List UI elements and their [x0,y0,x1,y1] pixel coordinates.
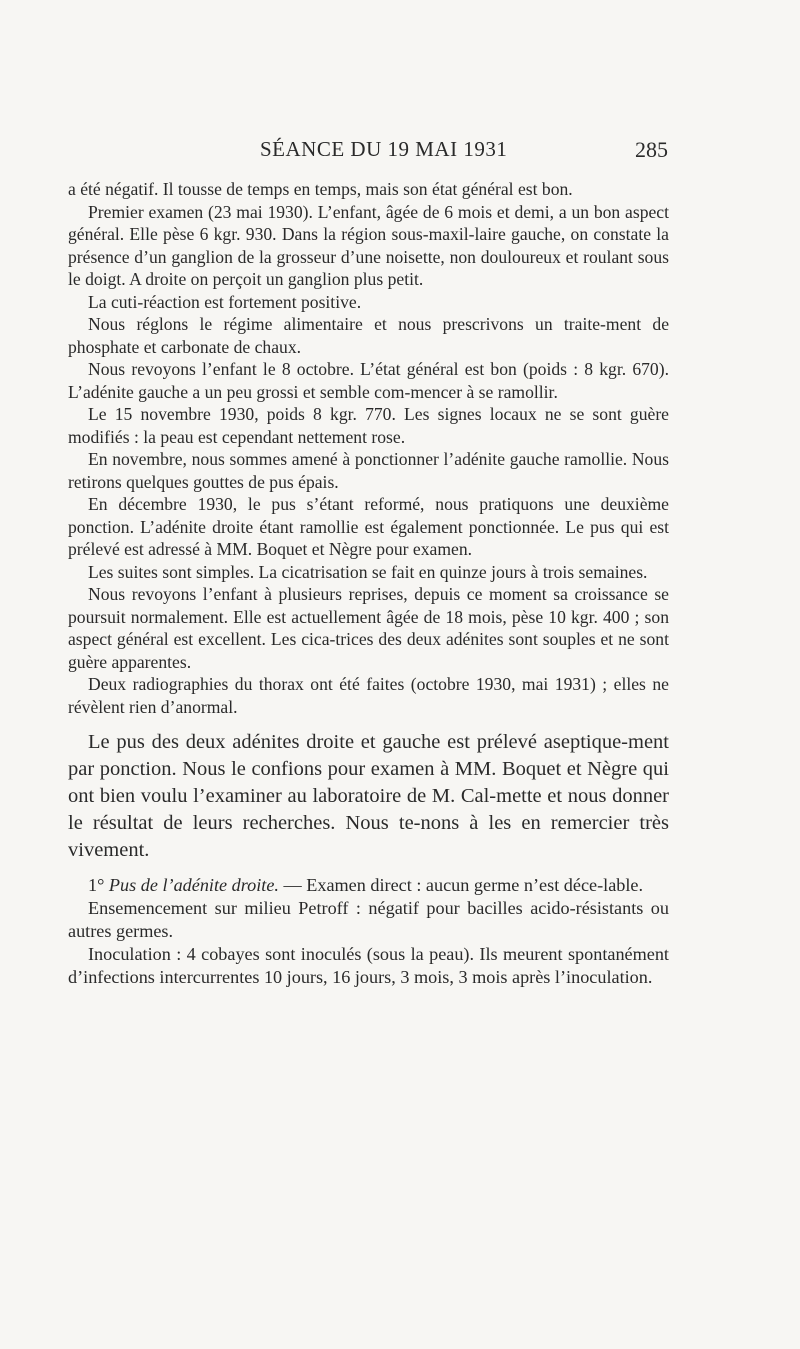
page-number: 285 [635,137,668,162]
paragraph: Nous réglons le régime alimentaire et nous prescrivons un traite-ment de phosphate et carbonate de chaux. [68,314,669,357]
section-1-paragraph [68,874,669,897]
paragraph: Nous revoyons l’enfant à plusieurs reprises, depuis ce moment sa croissance se poursuit normalement. Elle est actuellement âgée de 18 mois, pèse 10 kgr. 400 ; son aspect général est excellent. Les cica-trices des deux adénites sont souples et ne sont guère apparentes. [68,584,669,672]
paragraph: a été négatif. Il tousse de temps en temps, mais son état général est bon. [68,179,573,199]
section-text: — Examen direct : aucun germe n’est déce-lable. [278,875,644,895]
running-title: SÉANCE DU 19 MAI 1931 [260,137,508,161]
case-notes [68,178,669,718]
main-text [68,729,669,864]
paragraph: Ensemencement sur milieu Petroff : négatif pour bacilles acido-résistants ou autres germes. [68,898,669,941]
paragraph: En décembre 1930, le pus s’étant reformé, nous pratiquons une deuxième ponction. L’adénite droite étant ramollie est également ponctionnée. Le pus qui est prélevé est adressé à MM. Boquet et Nègre pour examen. [68,494,669,559]
paragraph: Nous revoyons l’enfant le 8 octobre. L’état général est bon (poids : 8 kgr. 670). L’adénite gauche a un peu grossi et semble com-mencer à se ramollir. [68,359,669,402]
paragraph: Le 15 novembre 1930, poids 8 kgr. 770. Les signes locaux ne se sont guère modifiés : la peau est cependant nettement rose. [68,404,669,447]
results-section [68,874,669,989]
main-paragraph: Le pus des deux adénites droite et gauche est prélevé aseptique-ment par ponction. Nous le confions pour examen à MM. Boquet et Nègre qui ont bien voulu l’examiner au laboratoire de M. Cal-mette et nous donner le résultat de leurs recherches. Nous te-nons à les en remercier très vivement. [68,731,669,861]
paragraph: Deux radiographies du thorax ont été faites (octobre 1930, mai 1931) ; elles ne révèlent rien d’anormal. [68,674,669,717]
paragraph: Les suites sont simples. La cicatrisation se fait en quinze jours à trois semaines. [88,561,648,582]
section-number: 1° [88,875,105,895]
paragraph: Inoculation : 4 cobayes sont inoculés (sous la peau). Ils meurent spontanément d’infections intercurrentes 10 jours, 16 jours, 3 mois, 3 mois après l’inoculation. [68,944,669,987]
paragraph: En novembre, nous sommes amené à ponctionner l’adénite gauche ramollie. Nous retirons quelques gouttes de pus épais. [68,449,669,492]
paragraph: La cuti-réaction est fortement positive. [88,291,362,312]
page-header [68,133,668,169]
page-body [68,178,669,989]
section-title: Pus de l’adénite droite. [108,875,279,895]
paragraph: Premier examen (23 mai 1930). L’enfant, âgée de 6 mois et demi, a un bon aspect général. Elle pèse 6 kgr. 930. Dans la région sous-maxil-laire gauche, on constate la présence d’un ganglion de la grosseur d’une noisette, non douloureux et roulant sous le doigt. A droite on perçoit un ganglion plus petit. [68,201,669,289]
